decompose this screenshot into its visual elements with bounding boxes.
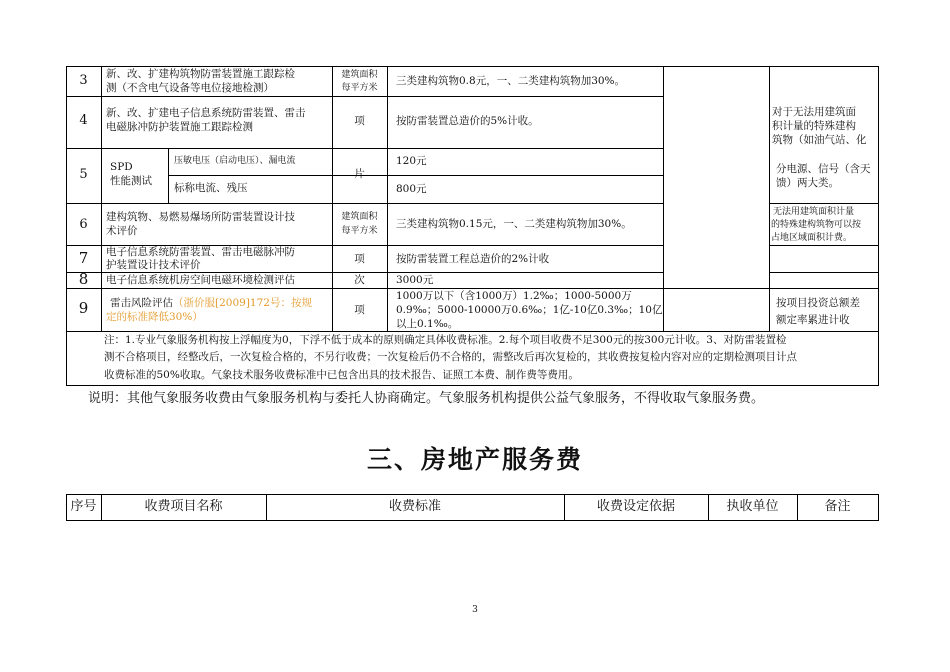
price-document-ref: （浙价服[2009]172号：按规: [173, 297, 312, 309]
row-unit: 片: [354, 168, 365, 180]
spd-label-line1: SPD: [110, 161, 133, 173]
header-no: 序号: [70, 499, 97, 514]
row-unit-line2: 每平方米: [341, 226, 378, 236]
header-basis: 收费设定依据: [596, 499, 675, 514]
row-standard: 三类建构筑物0.8元，一、二类建构筑物加30%。: [396, 75, 626, 87]
row-name-line2: 术评价: [106, 225, 138, 237]
note-line: 测不合格项目，经整改后，一次复检合格的，不另行收费；一次复检后仍不合格的，需整改后再次复检的，其收费按复检内容对应的定期检测项目计点: [104, 351, 797, 363]
row-name-line2: 电磁脉冲防护装置施工跟踪检测: [106, 121, 253, 133]
risk-assessment-label: 雷击风险评估: [110, 297, 173, 309]
page-number: 3: [472, 605, 478, 615]
row-standard: 3000元: [396, 274, 434, 286]
remark-line: 的特殊建构筑物可以按: [771, 220, 862, 230]
row-name-line1: 新、改、扩建电子信息系统防雷装置、雷击: [106, 107, 306, 119]
row-name-line2: 护装置设计技术评价: [106, 259, 201, 271]
remark-line: 分电源、信号（含天: [776, 163, 871, 175]
row-name-line1: [110, 297, 312, 310]
spd-label-line2: 性能测试: [110, 175, 152, 187]
row-standard-line1: 1000万以下（含1000万）1.2‰；1000-5000万: [396, 290, 632, 302]
row-no: 8: [78, 270, 89, 288]
spd-sub-item1: 压敏电压（启动电压）、漏电流: [174, 156, 296, 166]
remark-line: 额定率累进计收: [776, 314, 850, 326]
row-no: 4: [79, 113, 88, 128]
remark-line: 积计量的特殊建构: [772, 120, 856, 132]
spd-sub-item2: 标称电流、残压: [174, 182, 248, 194]
remark-line: 筑物（如油气站、化: [772, 134, 867, 146]
remark-line: 馈）两大类。: [776, 177, 839, 189]
note-line: 注：1.专业气象服务机构按上浮幅度为0，下浮不低于成本的原则确定具体收费标准。2.每个项目收费不足300元的按300元计收。3、对防雷装置检: [104, 334, 787, 346]
row-no: 3: [79, 73, 88, 88]
row-unit-line1: 建筑面积: [341, 70, 378, 80]
row-standard: 三类建构筑物0.15元，一、二类建构筑物加30%。: [396, 218, 632, 230]
row-standard-line2: 0.9‰；5000-10000万0.6‰；1亿-10亿0.3‰；10亿: [396, 304, 663, 316]
row-name-line1: 新、改、扩建构筑物防雷装置施工跟踪检: [106, 68, 295, 80]
row-name-line1: 电子信息系统防雷装置、雷击电磁脉冲防: [106, 246, 295, 258]
row-unit-line1: 建筑面积: [341, 212, 378, 222]
remark-line: 占地区域面积计费。: [771, 233, 853, 243]
note-line: 收费标准的50%收取。气象技术服务收费标准中已包含出具的技术报告、证照工本费、制作费等费用。: [104, 369, 579, 381]
row-standard: 按防雷装置工程总造价的2%计收: [396, 253, 550, 265]
row-standard: 按防雷装置总造价的5%计收。: [396, 115, 539, 127]
row-unit: 项: [354, 253, 365, 265]
row-unit: 项: [354, 115, 365, 127]
row-unit: 项: [354, 304, 365, 316]
row-no: 5: [79, 167, 88, 182]
row-no: 9: [78, 299, 89, 317]
spd-standard1: 120元: [396, 155, 427, 167]
row-name-line2: 定的标准降低30%）: [106, 311, 203, 323]
row-name-line1: 建构筑物、易燃易爆场所防雷装置设计技: [106, 211, 295, 223]
row-no: 6: [79, 217, 88, 232]
spd-standard2: 800元: [396, 183, 427, 195]
row-unit-line2: 每平方米: [341, 83, 378, 93]
row-name-line2: 测（不含电气设备等电位接地检测）: [106, 82, 274, 94]
remark-line: 对于无法用建筑面: [772, 106, 856, 118]
row-no: 7: [78, 249, 89, 267]
header-standard: 收费标准: [388, 499, 441, 514]
row-standard-line3: 以上0.1‰。: [396, 318, 459, 330]
header-name: 收费项目名称: [144, 499, 223, 514]
description-text: 说明：其他气象服务收费由气象服务机构与委托人协商确定。气象服务机构提供公益气象服务，不得收取气象服务费。: [88, 391, 765, 406]
row-name: 电子信息系统机房空间电磁环境检测评估: [106, 274, 295, 286]
row-unit: 次: [354, 274, 365, 286]
remark-line: 无法用建筑面积计量: [773, 207, 855, 217]
remark-line: 按项目投资总额差: [776, 297, 860, 309]
header-unit: 执收单位: [726, 499, 779, 514]
section-title: 三、房地产服务费: [366, 445, 583, 474]
header-remark: 备注: [824, 499, 851, 514]
